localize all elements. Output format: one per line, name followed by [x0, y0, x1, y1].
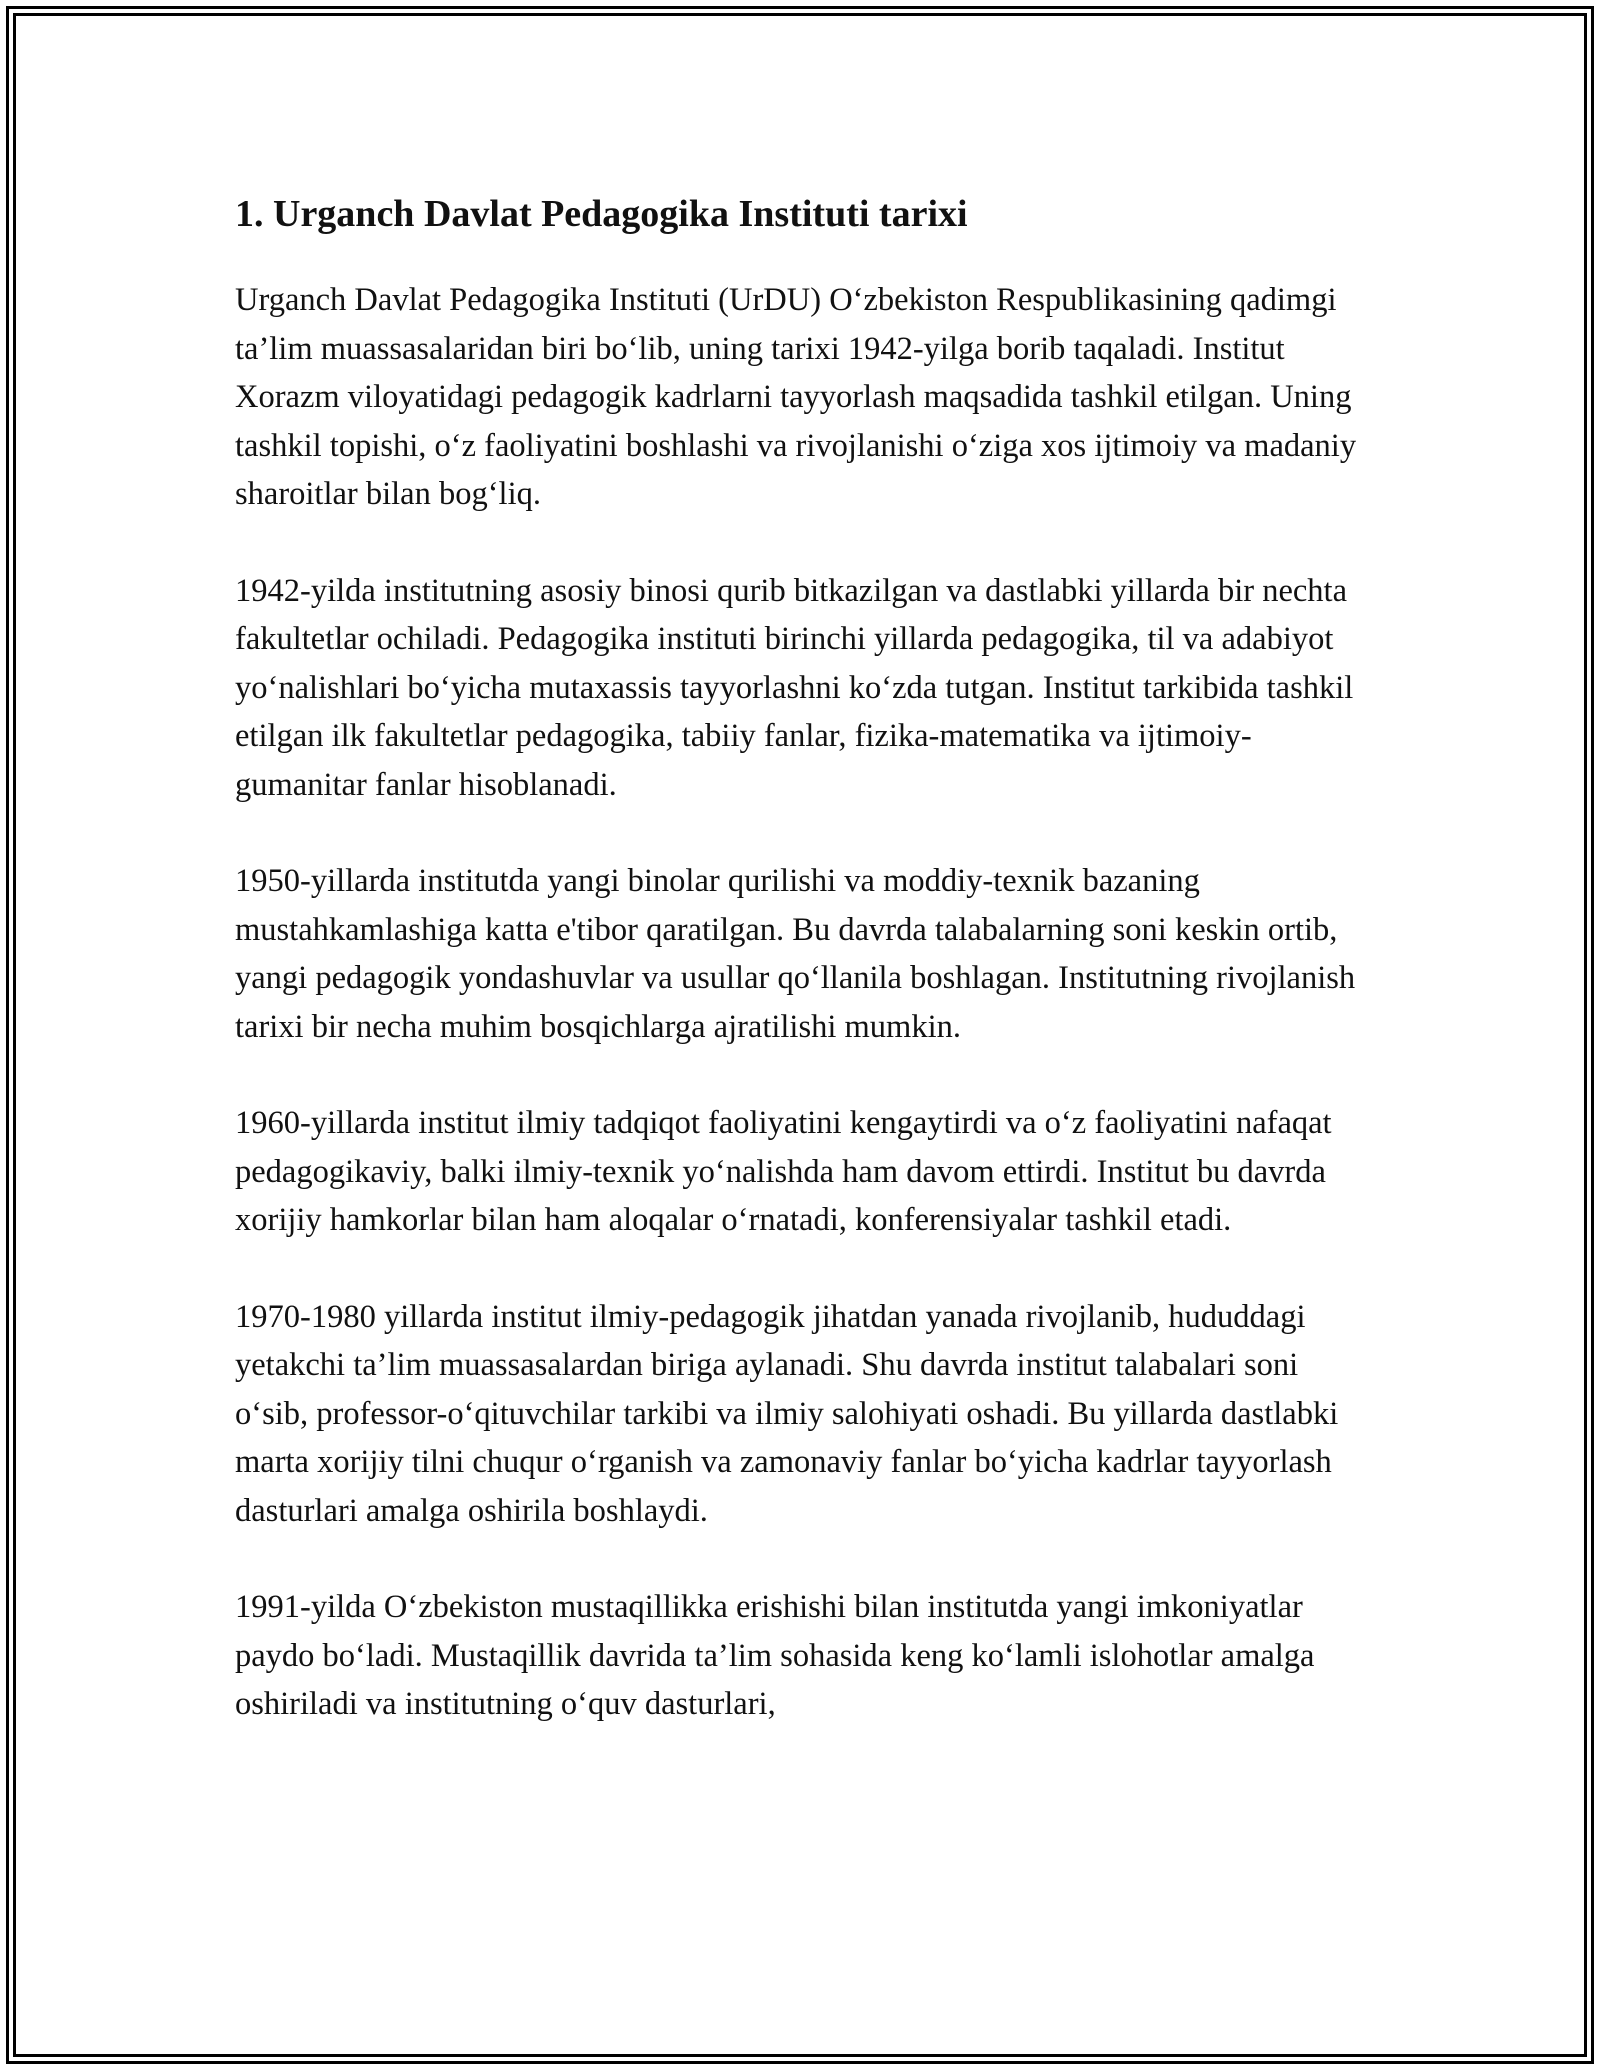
paragraph-6: 1991-yilda O‘zbekiston mustaqillikka erishishi bilan institutda yangi imkoniyatlar paydo bo‘ladi. Mustaqillik davrida ta’lim sohasida keng ko‘lamli islohotlar amalga oshiriladi va institutning o‘quv dasturlari, — [235, 1589, 1315, 1722]
paragraph-4: 1960-yillarda institut ilmiy tadqiqot faoliyatini kengaytirdi va o‘z faoliyatini nafaqat pedagogikaviy, balki ilmiy-texnik yo‘nalishda ham davom ettirdi. Institut bu davrda xorijiy hamkorlar bilan ham aloqalar o‘rnatadi, konferensiyalar tashkil etadi. — [235, 1105, 1332, 1238]
paragraph-3: 1950-yillarda institutda yangi binolar qurilishi va moddiy-texnik bazaning mustahkamlashiga katta e'tibor qaratilgan. Bu davrda talabalarning soni keskin ortib, yangi pedagogik yondashuvlar va usullar qo‘llanila boshlagan. Institutning rivojlanish tarixi bir necha muhim bosqichlarga ajratilishi mumkin. — [235, 863, 1356, 1045]
paragraph-2: 1942-yilda institutning asosiy binosi qurib bitkazilgan va dastlabki yillarda bir nechta fakultetlar ochiladi. Pedagogika instituti birinchi yillarda pedagogika, til va adabiyot yo‘nalishlari bo‘yicha mutaxassis tayyorlashni ko‘zda tutgan. Institut tarkibida tashkil etilgan ilk fakultetlar pedagogika, tabiiy fanlar, fizika-matematika va ijtimoiy-gumanitar fanlar hisoblanadi. — [235, 572, 1354, 803]
paragraph-1: Urganch Davlat Pedagogika Instituti (UrDU) O‘zbekiston Respublikasining qadimgi ta’lim muassasalaridan biri bo‘lib, uning tarixi 1942-yilga borib taqaladi. Institut Xorazm viloyatidagi pedagogik kadrlarni tayyorlash maqsadida tashkil etilgan. Uning tashkil topishi, o‘z faoliyatini boshlashi va rivojlanishi o‘ziga xos ijtimoiy va madaniy sharoitlar bilan bog‘liq. — [235, 282, 1357, 512]
paragraph-5: 1970-1980 yillarda institut ilmiy-pedagogik jihatdan yanada rivojlanib, hududdagi yetakchi ta’lim muassasalardan biriga aylanadi. Shu davrda institut talabalari soni o‘sib, professor-o‘qituvchilar tarkibi va ilmiy salohiyati oshadi. Bu yillarda dastlabki marta xorijiy tilni chuqur o‘rganish va zamonaviy fanlar bo‘yicha kadrlar tayyorlash dasturlari amalga oshirila boshlaydi. — [235, 1298, 1339, 1529]
section-heading: 1. Urganch Davlat Pedagogika Instituti tarixi — [235, 193, 968, 235]
document-body — [235, 188, 1365, 1777]
